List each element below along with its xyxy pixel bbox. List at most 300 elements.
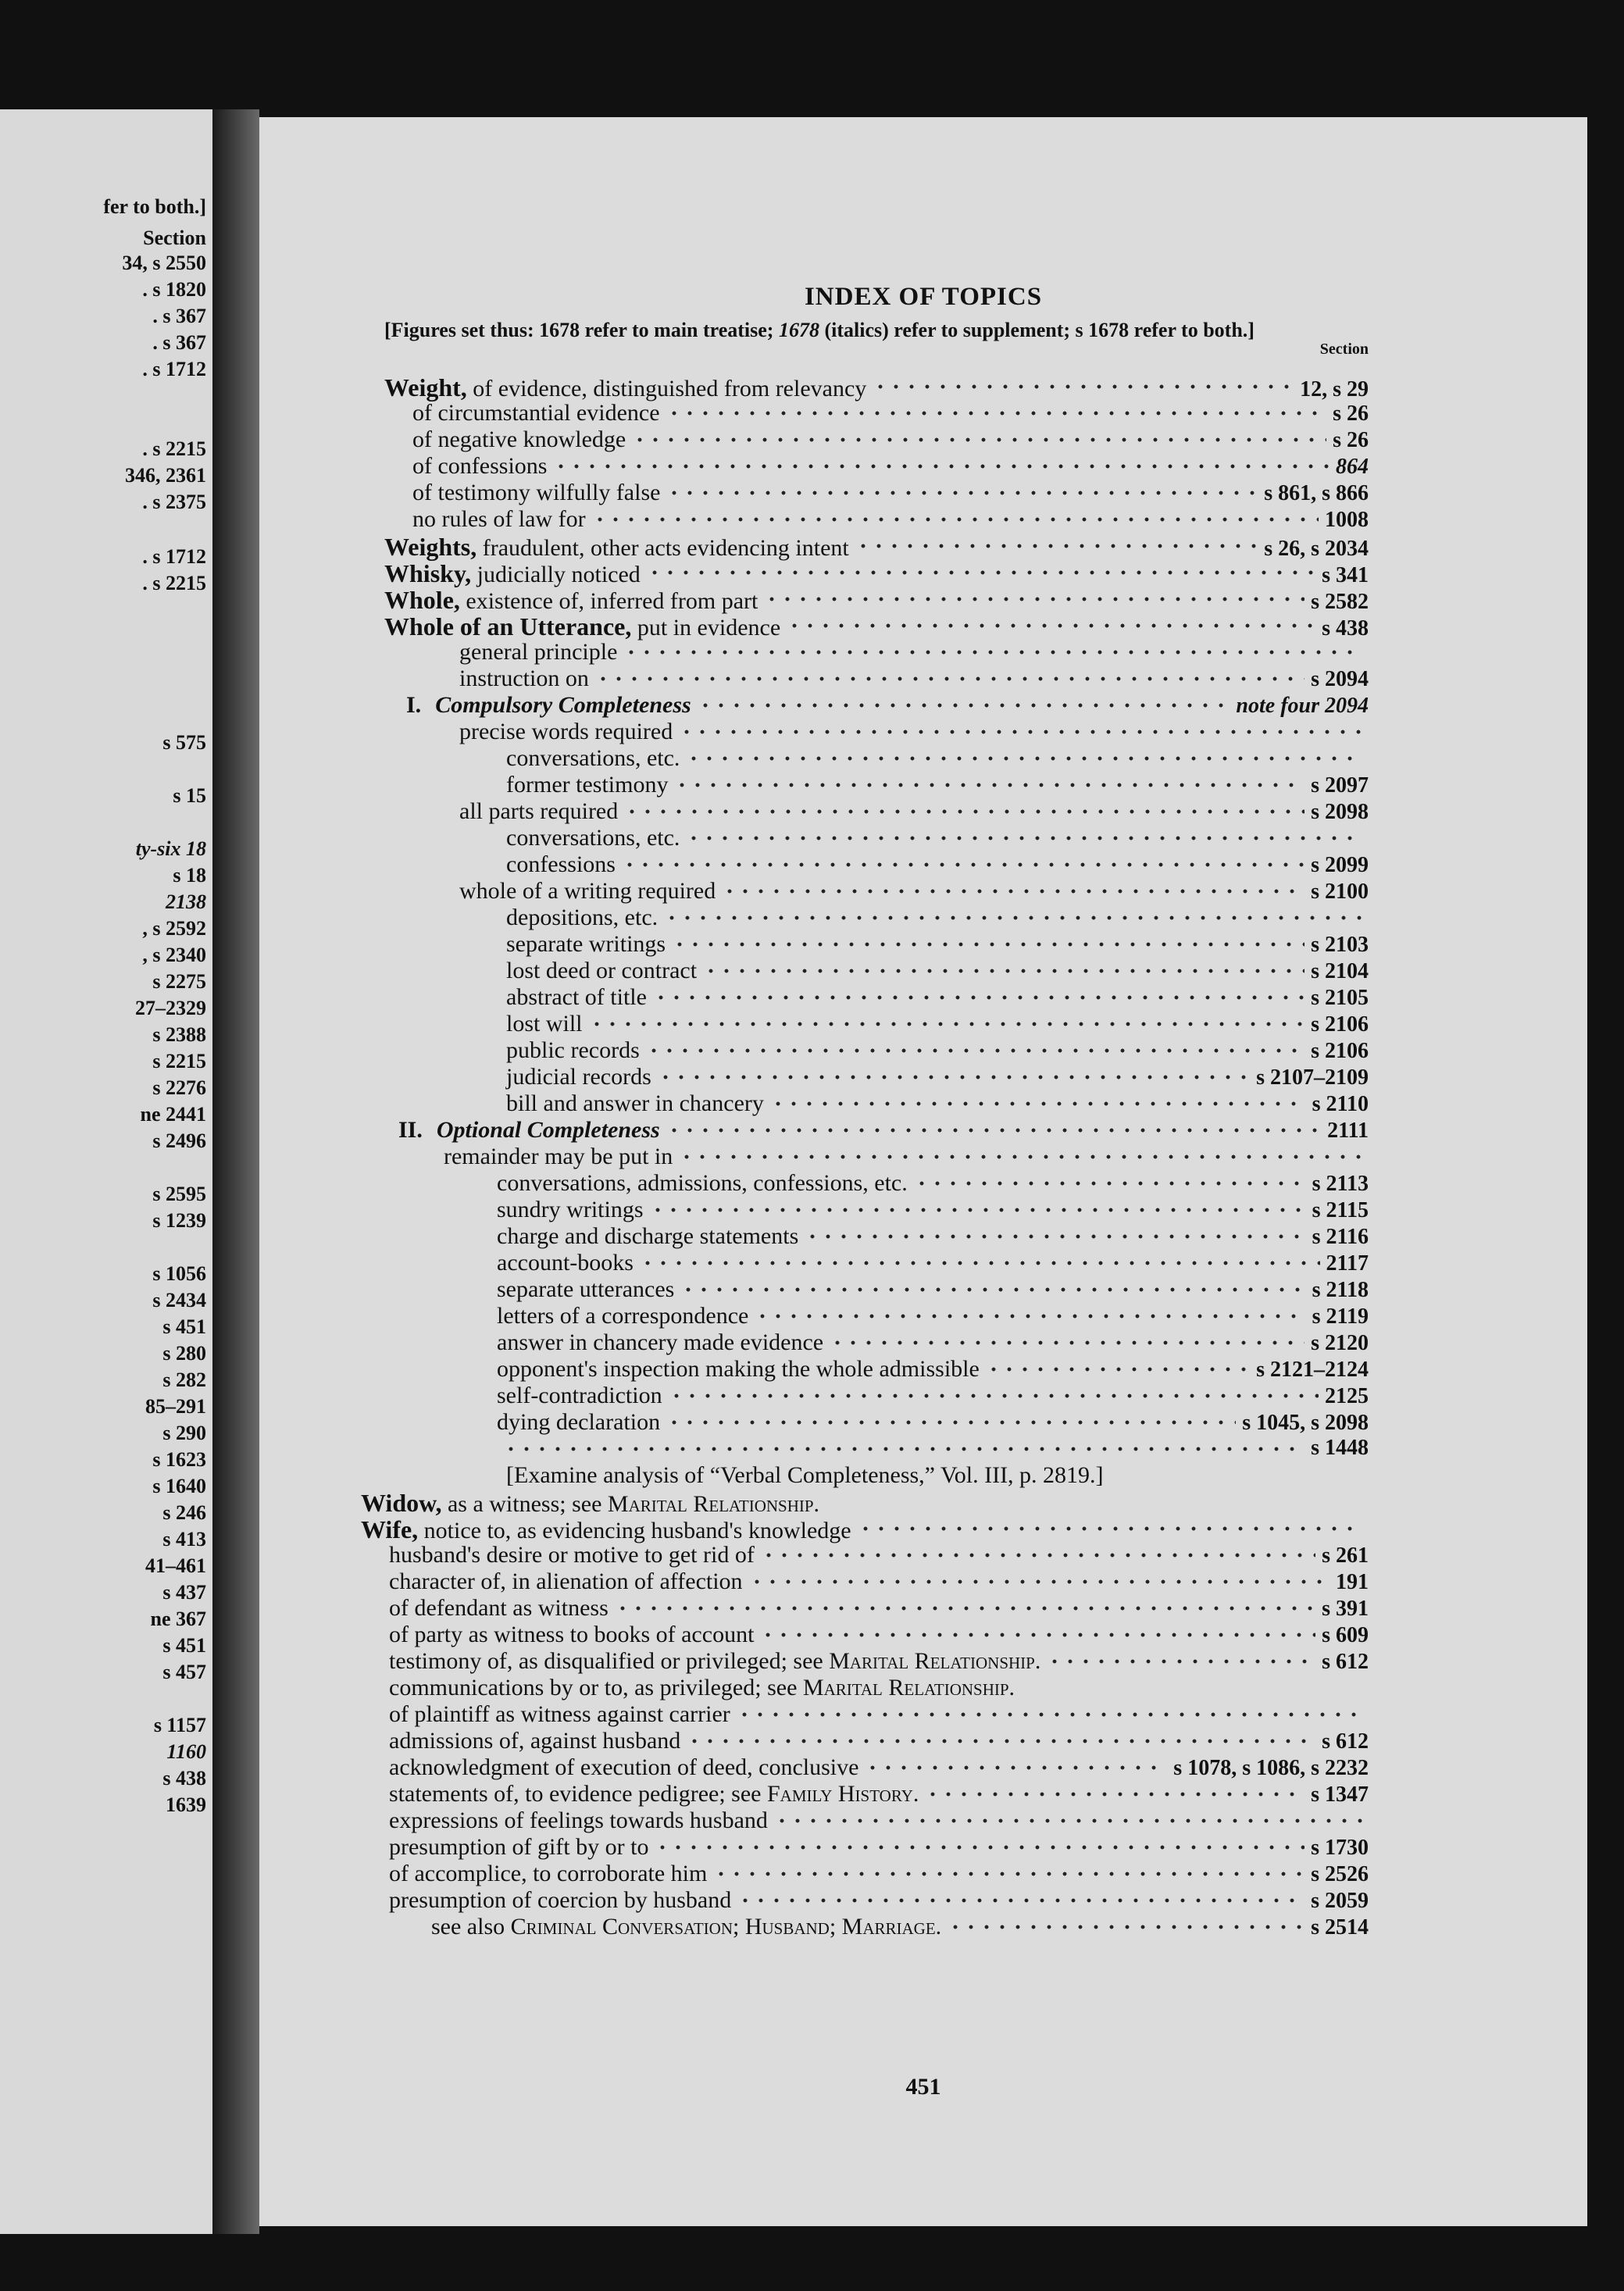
index-entry bbox=[412, 480, 1369, 506]
entry-text bbox=[497, 1303, 748, 1329]
section-reference: s 2103 bbox=[1311, 933, 1369, 957]
entry-heading: Whisky, bbox=[384, 559, 472, 587]
section-reference: 2111 bbox=[1327, 1119, 1369, 1143]
left-page-line: ty-six 18 bbox=[135, 837, 206, 860]
entry-subtext: lost deed or contract bbox=[506, 958, 698, 983]
entry-subtext: separate writings bbox=[506, 931, 666, 957]
entry-text bbox=[389, 1754, 858, 1781]
entry-text bbox=[389, 1887, 731, 1914]
section-reference: s 2098 bbox=[1311, 800, 1369, 824]
entry-subtext: precise words required bbox=[459, 719, 673, 744]
index-entry bbox=[506, 1064, 1369, 1090]
entry-subtext: of plaintiff as witness against carrier bbox=[389, 1701, 730, 1727]
left-page-line: s 451 bbox=[162, 1634, 206, 1657]
dot-leader bbox=[774, 1818, 1362, 1824]
section-reference: s 1347 bbox=[1311, 1782, 1369, 1807]
left-page-line: . s 367 bbox=[152, 305, 206, 327]
entry-subtext: instruction on bbox=[459, 666, 589, 691]
index-entry bbox=[389, 1675, 1369, 1701]
dot-leader bbox=[672, 941, 1305, 947]
entry-subtext: former testimony bbox=[506, 772, 669, 798]
entry-heading: Wife, bbox=[361, 1515, 419, 1543]
section-reference: s 2099 bbox=[1311, 853, 1369, 877]
entry-subtext: character of, in alienation of affection bbox=[389, 1568, 743, 1594]
dot-leader bbox=[764, 596, 1305, 602]
left-page-line: s 2215 bbox=[152, 1050, 206, 1072]
dot-leader bbox=[858, 1526, 1362, 1532]
entry-text bbox=[389, 1861, 707, 1887]
section-reference: s 2116 bbox=[1312, 1225, 1369, 1249]
division-numeral: I. bbox=[406, 692, 422, 718]
index-entry bbox=[384, 533, 1369, 559]
entry-text bbox=[384, 533, 849, 562]
index-entry bbox=[444, 1144, 1369, 1170]
section-reference: s 612 bbox=[1322, 1650, 1369, 1674]
left-page-line: s 1623 bbox=[152, 1448, 206, 1471]
dot-leader bbox=[624, 808, 1305, 815]
entry-subtext: public records bbox=[506, 1037, 640, 1063]
left-page-line: . s 2215 bbox=[142, 437, 206, 460]
index-entry bbox=[389, 1728, 1369, 1754]
section-reference: 2117 bbox=[1326, 1251, 1369, 1276]
dot-leader bbox=[1047, 1658, 1315, 1665]
left-page-line: 85–291 bbox=[145, 1395, 206, 1418]
dot-leader bbox=[787, 623, 1315, 629]
section-reference: s 1730 bbox=[1311, 1836, 1369, 1860]
index-entry bbox=[389, 1754, 1369, 1781]
dot-leader bbox=[749, 1579, 1330, 1585]
section-reference: s 612 bbox=[1322, 1729, 1369, 1754]
dot-leader bbox=[760, 1632, 1315, 1638]
left-page-line: s 457 bbox=[162, 1661, 206, 1683]
dot-leader bbox=[664, 915, 1362, 921]
index-entry bbox=[389, 1781, 1369, 1807]
left-page-line: . s 1712 bbox=[142, 545, 206, 568]
entry-text bbox=[497, 1329, 823, 1356]
section-reference: 12, s 29 bbox=[1300, 377, 1369, 401]
dot-leader bbox=[679, 1154, 1362, 1160]
index-entry bbox=[506, 1037, 1369, 1064]
entry-text bbox=[389, 1648, 1040, 1675]
left-page-line: ne 367 bbox=[150, 1608, 206, 1630]
section-column-head: Section bbox=[1319, 341, 1369, 358]
entry-text bbox=[497, 1223, 798, 1250]
dot-leader bbox=[761, 1552, 1315, 1558]
index-entry bbox=[412, 506, 1369, 533]
entry-subtext: existence of, inferred from part bbox=[459, 588, 758, 614]
entry-text bbox=[497, 1409, 660, 1436]
left-page-line: . s 1820 bbox=[142, 278, 206, 301]
section-reference: note four 2094 bbox=[1236, 694, 1369, 718]
left-page-line: , s 2340 bbox=[142, 944, 206, 966]
division-numeral: II. bbox=[398, 1117, 423, 1143]
index-entry bbox=[497, 1276, 1369, 1303]
entry-text bbox=[497, 1250, 634, 1276]
entry-text bbox=[506, 931, 666, 958]
entry-subtext: sundry writings bbox=[497, 1197, 644, 1222]
index-entry bbox=[389, 1887, 1369, 1914]
entry-subtext: as a witness; see bbox=[441, 1491, 608, 1517]
entry-text bbox=[389, 1807, 768, 1834]
entry-subtext: of confessions bbox=[412, 453, 548, 479]
index-entry bbox=[361, 1489, 1369, 1515]
index-entry bbox=[406, 692, 1369, 719]
index-entry bbox=[459, 878, 1369, 905]
index-entry bbox=[506, 772, 1369, 798]
entry-subtext: remainder may be put in bbox=[444, 1144, 673, 1169]
entry-subtext: put in evidence bbox=[631, 615, 781, 641]
entry-text bbox=[459, 639, 617, 666]
section-reference: s 438 bbox=[1322, 616, 1369, 641]
section-reference: s 2121–2124 bbox=[1256, 1358, 1369, 1382]
left-page-line: s 2276 bbox=[152, 1076, 206, 1099]
entry-text bbox=[412, 400, 660, 426]
left-page-line: s 1239 bbox=[152, 1209, 206, 1232]
entry-text bbox=[431, 1914, 941, 1940]
entry-subtext: of party as witness to books of account bbox=[389, 1622, 755, 1647]
index-entry bbox=[497, 1303, 1369, 1329]
left-page-line: s 1157 bbox=[153, 1714, 206, 1736]
dot-leader bbox=[666, 410, 1327, 416]
note-close: (italics) refer to supplement; s 1678 refer to both.] bbox=[819, 319, 1255, 341]
page-title: INDEX OF TOPICS bbox=[804, 283, 1043, 311]
index-entry bbox=[412, 426, 1369, 453]
index-entry bbox=[506, 745, 1369, 772]
dot-leader bbox=[666, 490, 1258, 496]
dot-leader bbox=[615, 1605, 1315, 1611]
index-entry bbox=[389, 1622, 1369, 1648]
dot-leader bbox=[713, 1871, 1305, 1877]
dot-leader bbox=[632, 437, 1326, 443]
entry-text bbox=[398, 1117, 660, 1144]
index-entry bbox=[497, 1329, 1369, 1356]
entry-subtext: no rules of law for bbox=[412, 506, 586, 532]
entry-subtext: judicial records bbox=[506, 1064, 651, 1090]
dot-leader bbox=[589, 1021, 1305, 1027]
entry-text bbox=[389, 1781, 919, 1807]
entry-text bbox=[384, 373, 866, 402]
index-entry bbox=[389, 1861, 1369, 1887]
entry-text bbox=[497, 1276, 674, 1303]
index-entry bbox=[506, 984, 1369, 1011]
entry-text bbox=[506, 851, 616, 878]
dot-leader bbox=[658, 1074, 1250, 1080]
entry-subtext: [Examine analysis of “Verbal Completeness,” Vol. III, p. 2819.] bbox=[506, 1462, 1104, 1488]
index-entry bbox=[398, 1117, 1369, 1144]
entry-subtext: letters of a correspondence bbox=[497, 1303, 749, 1329]
entry-heading: Whole, bbox=[384, 586, 460, 614]
index-entry bbox=[506, 931, 1369, 958]
dot-leader bbox=[855, 543, 1258, 549]
division-title: Optional Completeness bbox=[436, 1117, 660, 1143]
cross-reference: Criminal Conversation; Husband; Marriage. bbox=[510, 1914, 942, 1939]
book-gutter bbox=[212, 109, 259, 2234]
left-page-line: s 15 bbox=[173, 784, 206, 807]
index-entry bbox=[497, 1197, 1369, 1223]
entry-subtext: see also bbox=[431, 1914, 511, 1939]
entry-text bbox=[459, 719, 673, 745]
left-page-line: 27–2329 bbox=[135, 997, 206, 1019]
division-title: Compulsory Completeness bbox=[435, 692, 691, 718]
entry-subtext: acknowledgment of execution of deed, conclusive bbox=[389, 1754, 859, 1780]
entry-subtext: dying declaration bbox=[497, 1409, 661, 1435]
entry-text bbox=[412, 506, 586, 533]
entry-subtext: communications by or to, as privileged; see bbox=[389, 1675, 803, 1700]
dot-leader bbox=[640, 1260, 1320, 1266]
index-entry bbox=[412, 400, 1369, 426]
index-entry bbox=[506, 958, 1369, 984]
entry-text bbox=[361, 1489, 819, 1518]
index-entry bbox=[506, 1011, 1369, 1037]
index-entry bbox=[497, 1436, 1369, 1462]
dot-leader bbox=[653, 994, 1305, 1001]
entry-text bbox=[459, 878, 716, 905]
section-reference: s 2105 bbox=[1311, 986, 1369, 1010]
page-number: 451 bbox=[905, 2074, 941, 2100]
section-reference: s 1078, s 1086, s 2232 bbox=[1173, 1756, 1369, 1780]
entry-text bbox=[459, 666, 589, 692]
dot-leader bbox=[925, 1791, 1305, 1797]
dot-leader bbox=[770, 1101, 1306, 1107]
entry-text bbox=[384, 586, 758, 615]
index-entry bbox=[459, 798, 1369, 825]
entry-subtext: depositions, etc. bbox=[506, 905, 659, 930]
index-entry bbox=[389, 1595, 1369, 1622]
entry-subtext: statements of, to evidence pedigree; see bbox=[389, 1781, 767, 1807]
section-reference: s 26 bbox=[1333, 428, 1369, 452]
scan-border bbox=[1587, 117, 1624, 2226]
dot-leader bbox=[680, 1286, 1305, 1293]
left-page-line: s 1640 bbox=[152, 1475, 206, 1497]
entry-subtext: admissions of, against husband bbox=[389, 1728, 681, 1754]
index-entry bbox=[361, 1515, 1369, 1542]
entry-text bbox=[506, 772, 668, 798]
left-page-line: , s 2592 bbox=[142, 917, 206, 940]
section-reference: s 1448 bbox=[1311, 1436, 1369, 1460]
entry-text bbox=[497, 1383, 662, 1409]
index-entry bbox=[497, 1170, 1369, 1197]
entry-text bbox=[406, 692, 691, 719]
entry-text bbox=[459, 798, 618, 825]
dot-leader bbox=[655, 1844, 1305, 1850]
entry-text bbox=[361, 1515, 851, 1544]
dot-leader bbox=[830, 1340, 1305, 1346]
left-page-line: s 2275 bbox=[152, 970, 206, 993]
entry-subtext: presumption of gift by or to bbox=[389, 1834, 649, 1860]
left-page-line: s 451 bbox=[162, 1315, 206, 1338]
left-page-line: 346, 2361 bbox=[125, 464, 206, 487]
entry-subtext: of evidence, distinguished from relevancy bbox=[466, 376, 867, 401]
dot-leader bbox=[873, 384, 1294, 390]
section-reference: s 861, s 866 bbox=[1264, 481, 1369, 505]
entry-heading: Widow, bbox=[361, 1489, 442, 1517]
cross-reference: Family History. bbox=[766, 1781, 919, 1807]
entry-subtext: self-contradiction bbox=[497, 1383, 662, 1408]
left-page-line: s 2496 bbox=[152, 1129, 206, 1152]
entry-subtext: presumption of coercion by husband bbox=[389, 1887, 732, 1913]
index-entry bbox=[384, 559, 1369, 586]
entry-subtext: separate utterances bbox=[497, 1276, 675, 1302]
dot-leader bbox=[703, 968, 1305, 974]
entry-text bbox=[384, 612, 780, 641]
index-entry bbox=[497, 1250, 1369, 1276]
note-italic: 1678 bbox=[778, 319, 819, 341]
entry-text bbox=[389, 1622, 754, 1648]
section-reference: s 2120 bbox=[1311, 1331, 1369, 1355]
entry-subtext: account-books bbox=[497, 1250, 634, 1276]
section-reference: 1008 bbox=[1325, 508, 1369, 532]
dot-leader bbox=[755, 1313, 1305, 1319]
entry-subtext: lost will bbox=[506, 1011, 583, 1037]
entry-text bbox=[389, 1568, 743, 1595]
entry-text bbox=[384, 559, 641, 588]
entry-subtext: bill and answer in chancery bbox=[506, 1090, 764, 1116]
entry-subtext: all parts required bbox=[459, 798, 619, 824]
section-reference: s 26, s 2034 bbox=[1264, 537, 1369, 561]
dot-leader bbox=[986, 1366, 1250, 1372]
section-reference: s 2119 bbox=[1312, 1304, 1369, 1329]
index-entry bbox=[389, 1701, 1369, 1728]
dot-leader bbox=[666, 1127, 1321, 1133]
entry-heading: Weights, bbox=[384, 533, 477, 561]
section-reference: s 2113 bbox=[1312, 1172, 1369, 1196]
left-page-line: . s 2215 bbox=[142, 572, 206, 594]
left-page-line: s 246 bbox=[162, 1501, 206, 1524]
index-entry bbox=[497, 1356, 1369, 1383]
entry-subtext: conversations, admissions, confessions, etc. bbox=[497, 1170, 908, 1196]
dot-leader bbox=[914, 1180, 1306, 1187]
dot-leader bbox=[737, 1897, 1305, 1904]
section-reference: s 2104 bbox=[1311, 959, 1369, 983]
section-reference: s 2107–2109 bbox=[1256, 1065, 1369, 1090]
dot-leader bbox=[805, 1233, 1305, 1240]
entry-subtext: conversations, etc. bbox=[506, 825, 680, 851]
entry-subtext: confessions bbox=[506, 851, 616, 877]
left-page-line: 1639 bbox=[166, 1793, 206, 1816]
section-reference: s 2115 bbox=[1312, 1198, 1369, 1222]
entry-text bbox=[506, 1090, 764, 1117]
entry-subtext: of testimony wilfully false bbox=[412, 480, 661, 505]
entry-text bbox=[506, 1064, 651, 1090]
entry-heading: Whole of an Utterance, bbox=[384, 612, 632, 641]
dot-leader bbox=[669, 1393, 1319, 1399]
section-reference: s 391 bbox=[1322, 1597, 1369, 1621]
entry-text bbox=[497, 1197, 644, 1223]
index-entry bbox=[459, 719, 1369, 745]
left-page-line: . s 1712 bbox=[142, 358, 206, 380]
section-reference: s 261 bbox=[1322, 1543, 1369, 1568]
dot-leader bbox=[553, 463, 1330, 469]
index-entry bbox=[497, 1409, 1369, 1436]
index-entry bbox=[459, 639, 1369, 666]
left-page-line: Section bbox=[143, 227, 206, 249]
section-reference: s 2110 bbox=[1312, 1092, 1369, 1116]
section-reference: s 2526 bbox=[1311, 1862, 1369, 1886]
entry-subtext: conversations, etc. bbox=[506, 745, 680, 771]
entry-text bbox=[506, 825, 680, 851]
entry-text bbox=[389, 1595, 609, 1622]
entry-subtext: abstract of title bbox=[506, 984, 647, 1010]
section-reference: s 2106 bbox=[1311, 1039, 1369, 1063]
entry-subtext: opponent's inspection making the whole admissible bbox=[497, 1356, 980, 1382]
entry-subtext: whole of a writing required bbox=[459, 878, 716, 904]
left-page-line: 34, s 2550 bbox=[122, 252, 206, 274]
left-page-line: s 575 bbox=[162, 731, 206, 754]
section-reference: 864 bbox=[1336, 455, 1369, 479]
index-entry-list bbox=[259, 117, 1587, 2148]
left-page-line: s 2388 bbox=[152, 1023, 206, 1046]
dot-leader bbox=[722, 888, 1305, 894]
entry-subtext: of accomplice, to corroborate him bbox=[389, 1861, 708, 1886]
section-reference: 191 bbox=[1336, 1570, 1369, 1594]
entry-text bbox=[497, 1170, 908, 1197]
index-page bbox=[259, 117, 1587, 2226]
left-page-line: s 282 bbox=[162, 1369, 206, 1391]
left-page-line: . s 2375 bbox=[142, 491, 206, 513]
entry-text bbox=[412, 453, 547, 480]
section-reference: s 2100 bbox=[1311, 880, 1369, 904]
dot-leader bbox=[503, 1446, 1305, 1452]
index-entry bbox=[384, 373, 1369, 400]
entry-text bbox=[389, 1701, 730, 1728]
dot-leader bbox=[595, 676, 1305, 682]
note-open: [Figures set thus: 1678 refer to main treatise; bbox=[384, 319, 779, 341]
left-facing-page bbox=[0, 109, 215, 2234]
dot-leader bbox=[686, 835, 1362, 841]
dot-leader bbox=[622, 862, 1305, 868]
left-page-line: 1160 bbox=[166, 1740, 206, 1763]
entry-text bbox=[506, 745, 680, 772]
index-entry bbox=[431, 1914, 1369, 1940]
cross-reference: Marital Relationship. bbox=[802, 1675, 1015, 1700]
index-entry bbox=[412, 453, 1369, 480]
section-reference: s 2118 bbox=[1312, 1278, 1369, 1302]
entry-text bbox=[506, 1037, 640, 1064]
entry-text bbox=[497, 1356, 980, 1383]
dot-leader bbox=[737, 1711, 1362, 1718]
entry-text bbox=[412, 426, 626, 453]
index-entry bbox=[384, 612, 1369, 639]
left-page-line: s 437 bbox=[162, 1581, 206, 1604]
section-reference: s 2582 bbox=[1311, 590, 1369, 614]
entry-subtext: general principle bbox=[459, 639, 618, 665]
entry-heading: Weight, bbox=[384, 373, 467, 401]
section-reference: s 1045, s 2098 bbox=[1242, 1411, 1369, 1435]
section-reference: s 2097 bbox=[1311, 773, 1369, 798]
dot-leader bbox=[686, 755, 1362, 762]
dot-leader bbox=[865, 1765, 1167, 1771]
entry-subtext: testimony of, as disqualified or privileged; see bbox=[389, 1648, 830, 1674]
entry-text bbox=[389, 1542, 755, 1568]
entry-text bbox=[389, 1728, 680, 1754]
entry-subtext: expressions of feelings towards husband bbox=[389, 1807, 768, 1833]
entry-subtext: judicially noticed bbox=[471, 562, 641, 587]
index-entry bbox=[506, 905, 1369, 931]
index-entry bbox=[389, 1568, 1369, 1595]
index-entry bbox=[389, 1648, 1369, 1675]
index-entry bbox=[506, 825, 1369, 851]
section-reference: s 2094 bbox=[1311, 667, 1369, 691]
entry-subtext: husband's desire or motive to get rid of bbox=[389, 1542, 755, 1568]
left-page-line: s 18 bbox=[173, 864, 206, 887]
left-page-line: 41–461 bbox=[145, 1554, 206, 1577]
dot-leader bbox=[948, 1924, 1305, 1930]
entry-text bbox=[506, 958, 697, 984]
entry-text bbox=[444, 1144, 673, 1170]
entry-text bbox=[506, 1011, 583, 1037]
entry-subtext: of negative knowledge bbox=[412, 426, 626, 452]
left-page-line: s 280 bbox=[162, 1342, 206, 1365]
